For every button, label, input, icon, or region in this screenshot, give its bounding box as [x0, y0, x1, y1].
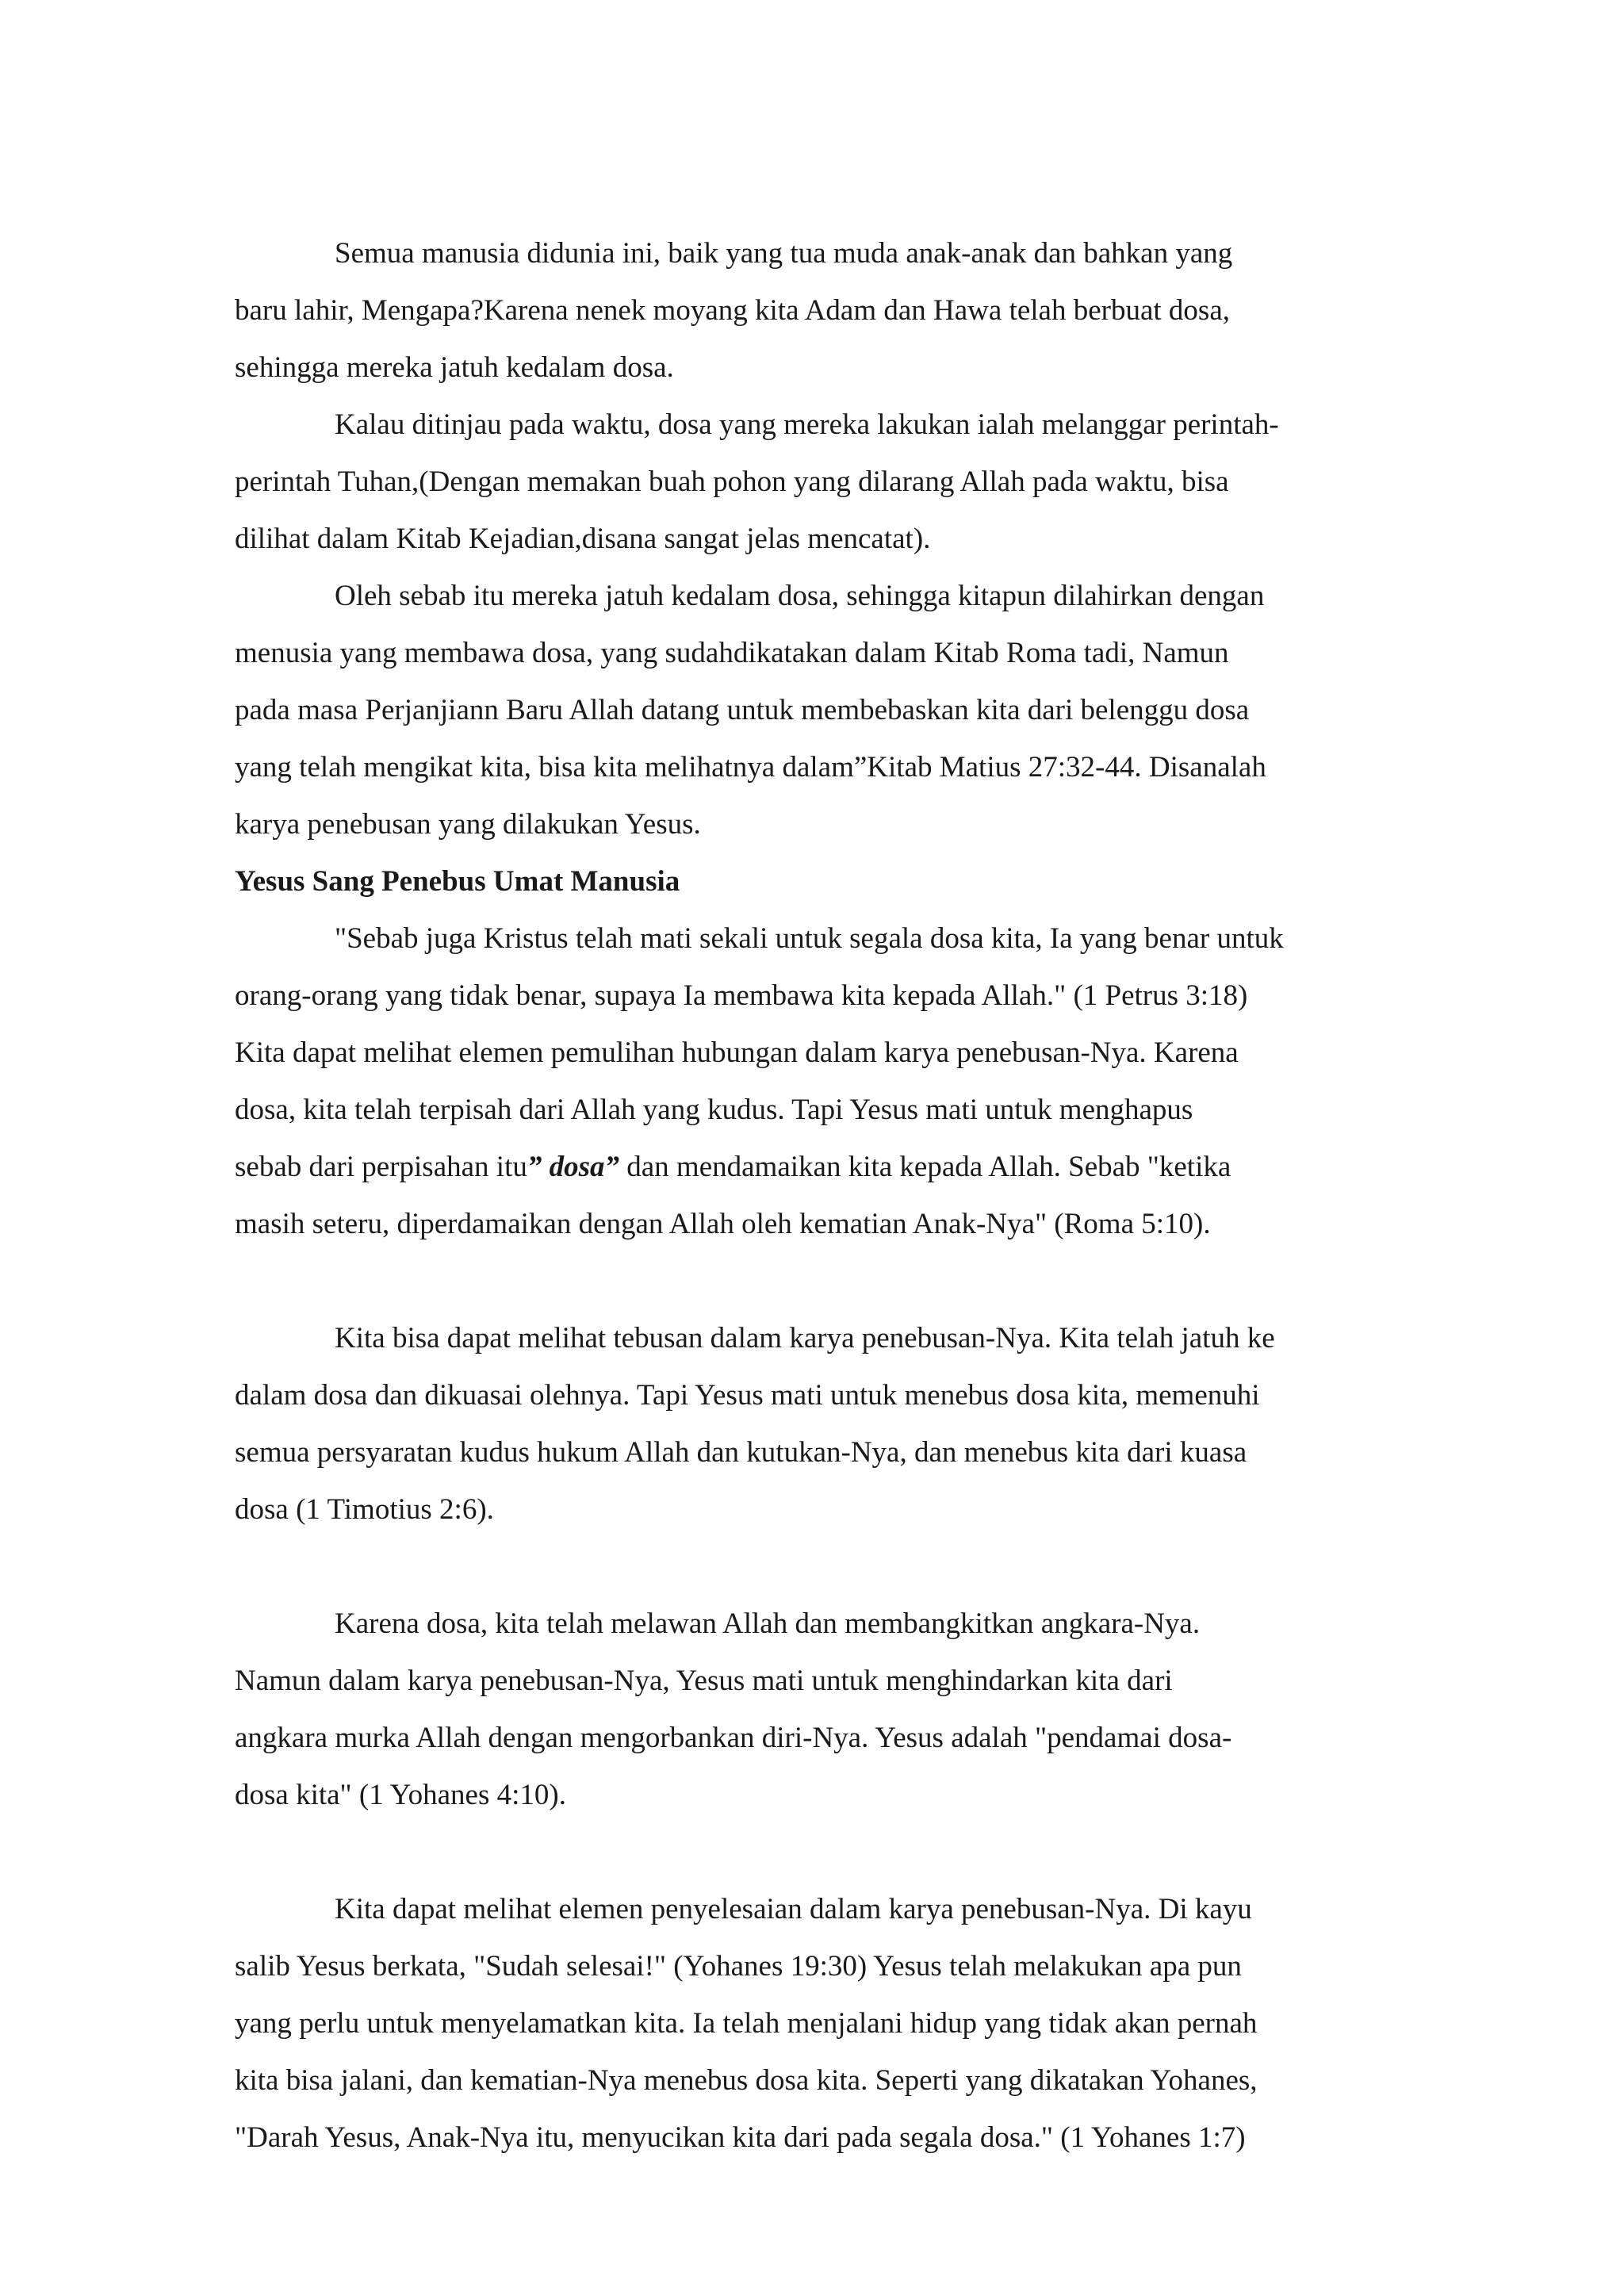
paragraph-5: Kita bisa dapat melihat tebusan dalam karya penebusan-Nya. Kita telah jatuh ke dalam dosa dan dikuasai olehnya. Tapi Yesus mati untuk menebus dosa kita, memenuhi semua persyaratan kudus hukum Allah dan kutukan-Nya, dan menebus kita dari kuasa dosa (1 Timotius 2:6). — [235, 1322, 1275, 1526]
paragraph-spacer — [235, 1538, 1397, 1596]
paragraph-2: Kalau ditinjau pada waktu, dosa yang mereka lakukan ialah melanggar perintah- perintah Tuhan,(Dengan memakan buah pohon yang dilarang Allah pada waktu, bisa dilihat dalam Kitab Kejadian,disana sangat jelas mencatat). — [235, 408, 1279, 555]
paragraph-3: Oleh sebab itu mereka jatuh kedalam dosa, sehingga kitapun dilahirkan dengan menusia yang membawa dosa, yang sudahdikatakan dalam Kitab Roma tadi, Namun pada masa Perjanjiann Baru Allah datang untuk membebaskan kita dari belenggu dosa yang telah mengikat kita, bisa kita melihatnya dalam”Kitab Matius 27:32-44. Disanalah karya penebusan yang dilakukan Yesus. — [235, 580, 1266, 841]
paragraph-6: Karena dosa, kita telah melawan Allah dan membangkitkan angkara-Nya. Namun dalam karya penebusan-Nya, Yesus mati untuk menghindarkan kita dari angkara murka Allah dengan mengorbankan diri-Nya. Yesus adalah "pendamai dosa- dosa kita" (1 Yohanes 4:10). — [235, 1607, 1232, 1811]
paragraph-4-part-2: dan mendamaikan kita kepada Allah. Sebab "ketika masih seteru, diperdamaikan dengan Allah oleh kematian Anak-Nya" (Roma 5:10). — [235, 1151, 1231, 1240]
paragraph-4-emphasis: ” dosa” — [527, 1151, 619, 1183]
paragraph-spacer — [235, 1824, 1397, 1881]
paragraph-4-part-1: "Sebab juga Kristus telah mati sekali untuk segala dosa kita, Ia yang benar untuk orang-orang yang tidak benar, supaya Ia membawa kita kepada Allah." (1 Petrus 3:18) Kita dapat melihat elemen pemulihan hubungan dalam karya penebusan-Nya. Karena dosa, kita telah terpisah dari Allah yang kudus. Tapi Yesus mati untuk menghapus sebab dari perpisahan itu — [235, 922, 1284, 1183]
paragraph-4 — [235, 910, 1397, 1253]
paragraph-7: Kita dapat melihat elemen penyelesaian dalam karya penebusan-Nya. Di kayu salib Yesus berkata, "Sudah selesai!" (Yohanes 19:30) Yesus telah melakukan apa pun yang perlu untuk menyelamatkan kita. Ia telah menjalani hidup yang tidak akan pernah kita bisa jalani, dan kematian-Nya menebus dosa kita. Seperti yang dikatakan Yohanes, "Darah Yesus, Anak-Nya itu, menyucikan kita dari pada segala dosa." (1 Yohanes 1:7) — [235, 1893, 1258, 2154]
section-heading: Yesus Sang Penebus Umat Manusia — [235, 865, 680, 898]
document-body — [235, 225, 1397, 2167]
paragraph-spacer — [235, 1253, 1397, 1310]
paragraph-1: Semua manusia didunia ini, baik yang tua muda anak-anak dan bahkan yang baru lahir, Mengapa?Karena nenek moyang kita Adam dan Hawa telah berbuat dosa, sehingga mereka jatuh kedalam dosa. — [235, 237, 1233, 384]
